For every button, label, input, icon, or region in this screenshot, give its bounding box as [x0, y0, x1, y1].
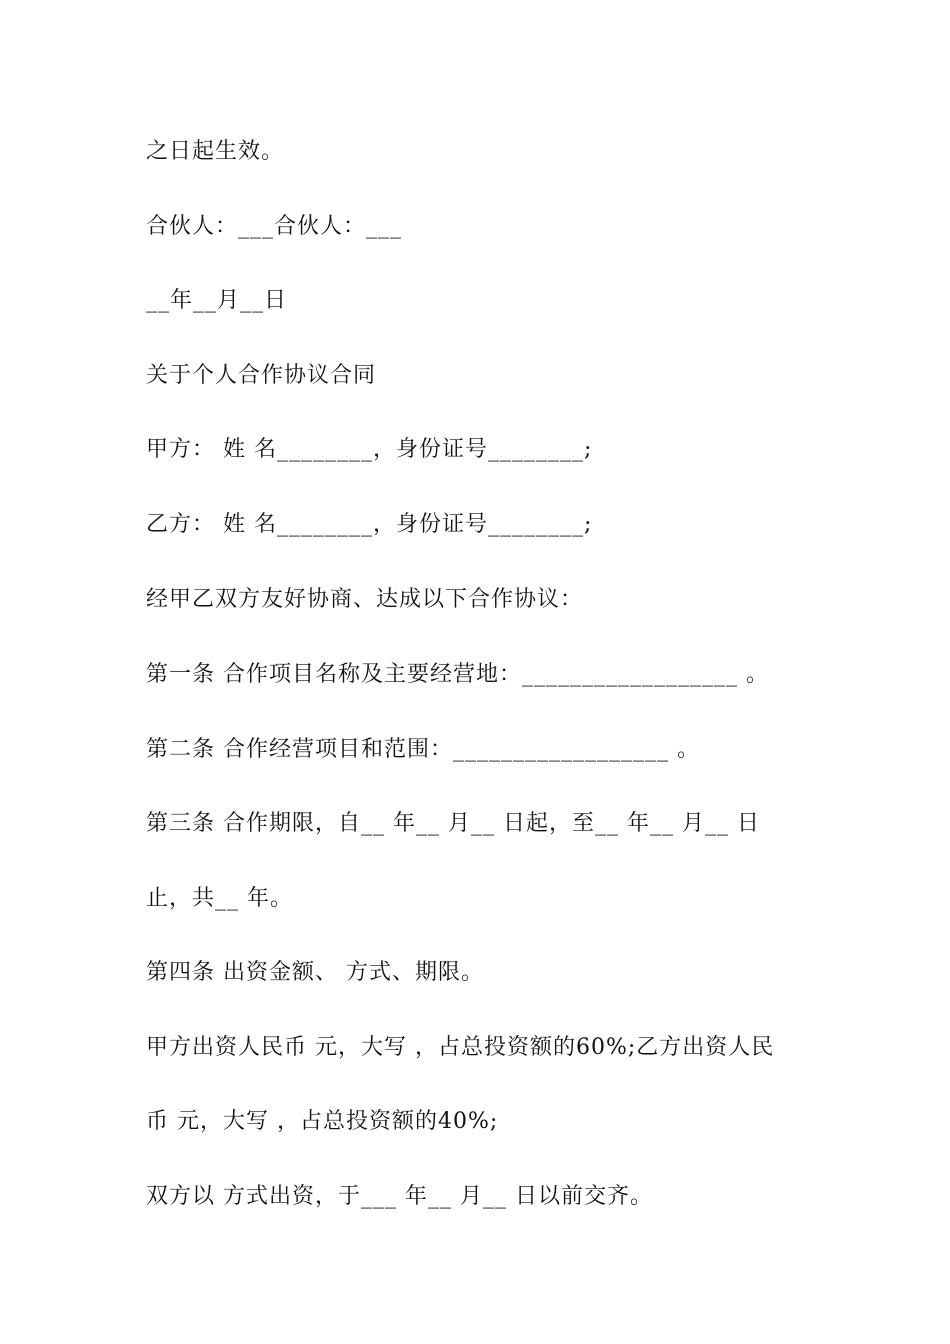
text-line-party-b: 乙方： 姓 名________，身份证号________; [146, 512, 593, 537]
text-line-partners: 合伙人：___合伙人：___ [146, 214, 403, 239]
text-line-date-blank: __年__月__日 [146, 288, 288, 313]
text-line-payment-deadline: 双方以 方式出资，于___ 年__ 月__ 日以前交齐。 [146, 1184, 653, 1209]
article-3: 第三条 合作期限，自__ 年__ 月__ 日起，至__ 年__ 月__ 日 [146, 811, 760, 836]
article-1: 第一条 合作项目名称及主要经营地：__________________ 。 [146, 662, 769, 687]
article-2: 第二条 合作经营项目和范围：__________________ 。 [146, 737, 700, 762]
article-4: 第四条 出资金额、 方式、期限。 [146, 960, 484, 985]
article-3-continued: 止，共__ 年。 [146, 886, 293, 911]
text-line-preamble: 经甲乙双方友好协商、达成以下合作协议： [146, 587, 584, 612]
document-title: 关于个人合作协议合同 [146, 363, 377, 388]
text-line-investment: 甲方出资人民币 元，大写 ，占总投资额的60%;乙方出资人民 [146, 1035, 775, 1060]
text-line-investment-continued: 币 元，大写 ，占总投资额的40%; [146, 1109, 499, 1134]
text-line-party-a: 甲方： 姓 名________，身份证号________; [146, 437, 593, 462]
text-line-effective-date: 之日起生效。 [146, 139, 285, 164]
